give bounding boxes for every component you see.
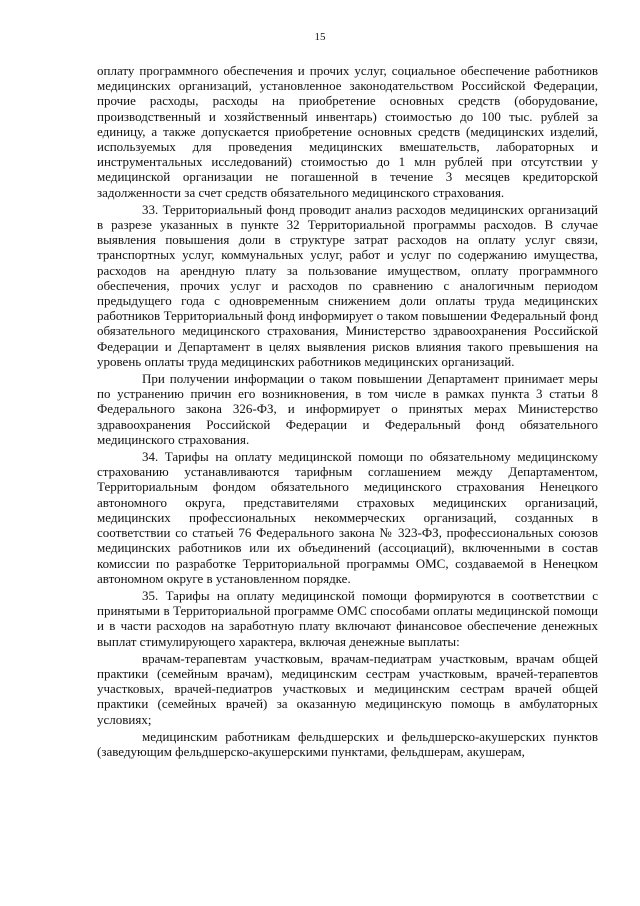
paragraph-payments-feldsher: медицинским работникам фельдшерских и фельдшерско-акушерских пунктов (заведующим фельдшерско-акушерскими пунктами, фельдшерам, акушерам, — [97, 728, 598, 759]
paragraph-item-34: 34. Тарифы на оплату медицинской помощи по обязательному медицинскому страхованию устанавливаются тарифным соглашением между Департаментом, Территориальным фондом обязательного медицинского страхования Ненецкого автономного округа, представителями страховых медицинских организаций, медицинских профессиональных некоммерческих организаций, созданных в соответствии со статьей 76 Федерального закона № 323-ФЗ, профессиональных союзов медицинских работников или их объединений (ассоциаций), включенными в состав комиссии по разработке Территориальной программы ОМС, создаваемой в Ненецком автономном округе в установленном порядке. — [97, 449, 598, 586]
paragraph-payments-physicians: врачам-терапевтам участковым, врачам-педиатрам участковым, врачам общей практики (семейным врачам), медицинским сестрам участковым, врачей-терапевтов участковых, врачей-педиатров участковых и медицинским сестрам врачей общей практики (семейных врачей) за оказанную медицинскую помощь в амбулаторных условиях; — [97, 650, 598, 727]
paragraph-item-33: 33. Территориальный фонд проводит анализ расходов медицинских организаций в разрезе указанных в пункте 32 Территориальной программы расходов. В случае выявления повышения доли в структуре затрат расходов на оплату услуг связи, транспортных услуг, коммунальных услуг, работ и услуг по содержанию имущества, расходов на арендную плату за пользование имуществом, оплату программного обеспечения, прочих услуг и расходов по сравнению с аналогичным периодом предыдущего года с одновременным снижением доли оплаты труда медицинских работников Территориальный фонд информирует о таком повышении Федеральный фонд обязательного медицинского страхования, Министерство здравоохранения Российской Федерации и Департамент в целях выявления рисков влияния такого превышения на уровень оплаты труда медицинских работников медицинских организаций. — [97, 201, 598, 369]
document-body — [97, 63, 598, 759]
page-number: 15 — [314, 31, 326, 43]
paragraph-continuation: оплату программного обеспечения и прочих услуг, социальное обеспечение работников медицинских организаций, установленное законодательством Российской Федерации, прочие расходы, расходы на приобретение основных средств (оборудование, производственный и хозяйственный инвентарь) стоимостью до 100 тыс. рублей за единицу, а также допускается приобретение основных средств (медицинских изделий, используемых для проведения медицинских вмешательств, лабораторных и инструментальных исследований) стоимостью до 1 млн рублей при отсутствии у медицинской организации не погашенной в течение 3 месяцев кредиторской задолженности за счет средств обязательного медицинского страхования. — [97, 63, 598, 200]
paragraph-department-measures: При получении информации о таком повышении Департамент принимает меры по устранению причин его возникновения, в том числе в рамках пункта 3 статьи 8 Федерального закона 326-ФЗ, и информирует о принятых мерах Министерство здравоохранения Российской Федерации и Федеральный фонд обязательного медицинского страхования. — [97, 371, 598, 447]
paragraph-item-35: 35. Тарифы на оплату медицинской помощи формируются в соответствии с принятыми в Территориальной программе ОМС способами оплаты медицинской помощи и в части расходов на заработную плату включают финансовое обеспечение денежных выплат стимулирующего характера, включая денежные выплаты: — [97, 587, 598, 649]
